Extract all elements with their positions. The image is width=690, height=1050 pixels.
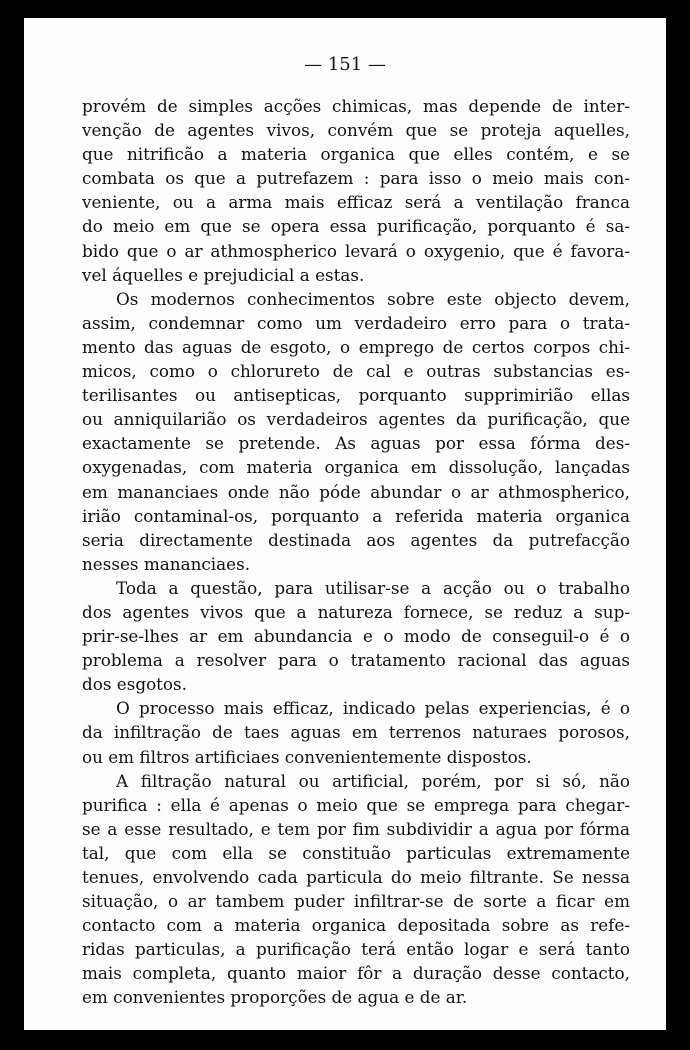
text-line: que nitrificão a materia organica que elles contém, e se (82, 144, 630, 165)
text-line: oxygenadas, com materia organica em dissolução, lançadas (82, 457, 630, 478)
page-number: — 151 — (304, 54, 386, 75)
text-line: irião contaminal-os, porquanto a referida materia organica (82, 505, 630, 526)
text-line: terilisantes ou antisepticas, porquanto supprimirião ellas (82, 385, 630, 406)
paragraph (82, 287, 630, 576)
text-line: dos agentes vivos que a natureza fornece, se reduz a sup- (82, 601, 630, 622)
text-line: provém de simples acções chimicas, mas depende de inter- (82, 96, 630, 116)
text-line: A filtração natural ou artificial, porém, por si só, não (116, 770, 630, 791)
text-line: da infiltração de taes aguas em terrenos naturaes porosos, (82, 722, 630, 743)
text-line: exactamente se pretende. As aguas por essa fórma des- (82, 433, 630, 454)
text-line: ridas particulas, a purificação terá então logar e será tanto (82, 939, 630, 960)
text-line: seria directamente destinada aos agentes da putrefacção (82, 529, 630, 550)
text-line: O processo mais efficaz, indicado pelas experiencias, é o (116, 698, 630, 719)
paragraph (82, 576, 630, 696)
text-line: ou anniquilarião os verdadeiros agentes da purificação, que (82, 409, 630, 430)
text-line: bido que o ar athmospherico levará o oxygenio, que é favora- (82, 240, 630, 261)
text-line: do meio em que se opera essa purificação, porquanto é sa- (82, 216, 630, 237)
text-line: ou em filtros artificiaes convenientemente dispostos. (82, 746, 532, 767)
text-line: problema a resolver para o tratamento racional das aguas (82, 650, 630, 671)
text-line: mais completa, quanto maior fôr a duração desse contacto, (82, 963, 630, 984)
text-line: tenues, envolvendo cada particula do meio filtrante. Se nessa (82, 867, 630, 887)
paragraph (82, 696, 630, 768)
paragraph (82, 769, 630, 1010)
text-line: nesses mananciaes. (82, 553, 251, 574)
paragraph (82, 94, 630, 287)
text-line: combata os que a putrefazem : para isso o meio mais con- (82, 168, 630, 189)
text-line: em convenientes proporções de agua e de ar. (82, 987, 468, 1008)
text-line: micos, como o chlorureto de cal e outras substancias es- (82, 361, 630, 382)
text-line: situação, o ar tambem puder infiltrar-se de sorte a ficar em (82, 891, 630, 912)
text-line: mento das aguas de esgoto, o emprego de certos corpos chi- (82, 336, 630, 357)
text-line: dos esgotos. (82, 674, 187, 695)
text-line: venção de agentes vivos, convém que se proteja aquelles, (82, 120, 630, 141)
text-line: contacto com a materia organica depositada sobre as refe- (82, 915, 630, 936)
text-line: em mananciaes onde não póde abundar o ar athmospherico, (82, 481, 630, 502)
book-page (24, 18, 666, 1030)
text-line: se a esse resultado, e tem por fim subdividir a agua por fórma (82, 818, 630, 839)
text-line: veniente, ou a arma mais efficaz será a ventilação franca (82, 192, 630, 213)
text-line: Toda a questão, para utilisar-se a acção ou o trabalho (116, 577, 630, 598)
text-line: tal, que com ella se constituão particulas extremamente (82, 842, 630, 863)
body-text (82, 94, 630, 1010)
text-line: Os modernos conhecimentos sobre este objecto devem, (116, 288, 630, 309)
text-line: assim, condemnar como um verdadeiro erro para o trata- (82, 312, 630, 333)
text-line: prir-se-lhes ar em abundancia e o modo de conseguil-o é o (82, 626, 630, 647)
text-line: vel áquelles e prejudicial a estas. (82, 264, 365, 285)
text-line: purifica : ella é apenas o meio que se emprega para chegar- (82, 794, 630, 815)
